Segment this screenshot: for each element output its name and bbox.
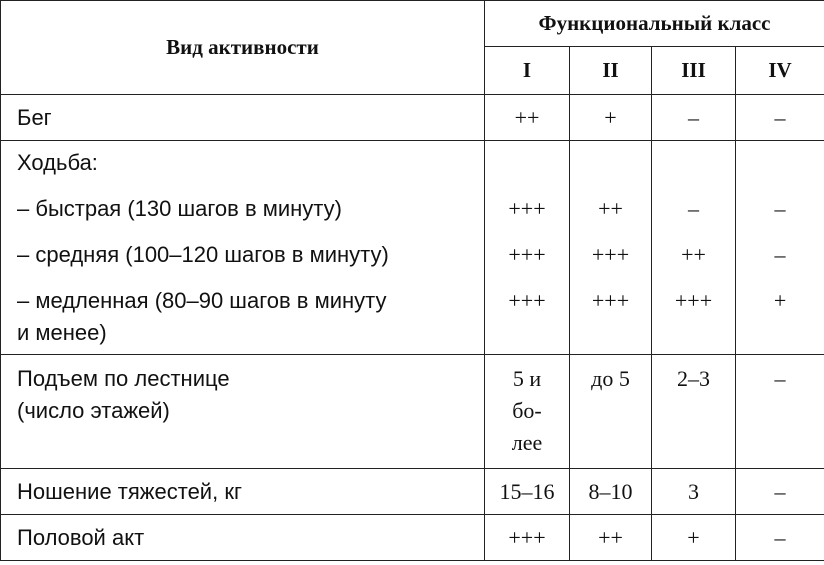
table-row bbox=[1, 469, 824, 515]
cell-load-1: 15–16 bbox=[485, 469, 570, 515]
class-header-3: III bbox=[652, 47, 736, 95]
walking-slow-label-1: – медленная (80–90 шагов в минуту bbox=[17, 288, 387, 313]
cell-walk-slow-4: + bbox=[773, 288, 787, 313]
cell-walk-fast-4: – bbox=[774, 196, 786, 221]
cell-stairs-1-line-1: 5 и bbox=[512, 366, 542, 391]
stairs-label-2: (число этажей) bbox=[17, 398, 170, 423]
cell-run-2: + bbox=[570, 95, 652, 141]
cell-sex-3: + bbox=[652, 515, 736, 561]
cell-stairs-1-line-3: лее bbox=[511, 430, 543, 455]
cell-run-3: – bbox=[652, 95, 736, 141]
cell-run-1: ++ bbox=[485, 95, 570, 141]
cell-load-2: 8–10 bbox=[570, 469, 652, 515]
cell-walk-fast-1: +++ bbox=[508, 196, 546, 221]
table-row bbox=[1, 515, 824, 561]
cell-stairs-4: – bbox=[736, 355, 824, 469]
cell-walk-medium-1: +++ bbox=[508, 242, 546, 267]
cell-walk-slow-2: +++ bbox=[591, 288, 630, 313]
row-label-load: Ношение тяжестей, кг bbox=[1, 469, 485, 515]
cell-stairs-1-line-2: бо- bbox=[512, 398, 542, 423]
class-header-2: II bbox=[570, 47, 652, 95]
cell-walk-medium-3: ++ bbox=[681, 242, 706, 267]
walking-slow-label-2: и менее) bbox=[17, 320, 107, 345]
row-label-run: Бег bbox=[1, 95, 485, 141]
cell-stairs-2: до 5 bbox=[570, 355, 652, 469]
cell-run-4: – bbox=[736, 95, 824, 141]
cell-walk-slow-1: +++ bbox=[508, 288, 546, 313]
cell-walk-fast-2: ++ bbox=[598, 196, 623, 221]
cell-load-3: 3 bbox=[652, 469, 736, 515]
row-label-sex: Половой акт bbox=[1, 515, 485, 561]
walking-label: Ходьба: bbox=[17, 150, 98, 175]
cell-walk-fast-3: – bbox=[688, 196, 699, 221]
cell-walk-medium-4: – bbox=[774, 242, 786, 267]
row-label-stairs bbox=[1, 355, 485, 469]
row-label-walking bbox=[1, 141, 485, 355]
stairs-label-1: Подъем по лестнице bbox=[17, 366, 230, 391]
cell-sex-1: +++ bbox=[485, 515, 570, 561]
cell-load-4: – bbox=[736, 469, 824, 515]
table-row bbox=[1, 95, 824, 141]
class-header-1: I bbox=[485, 47, 570, 95]
cell-stairs-3: 2–3 bbox=[652, 355, 736, 469]
cell-walking-4 bbox=[736, 141, 824, 355]
cell-walking-2 bbox=[570, 141, 652, 355]
cell-sex-2: ++ bbox=[570, 515, 652, 561]
table-row bbox=[1, 355, 824, 469]
functional-class-header: Функциональный класс bbox=[485, 1, 824, 47]
cell-sex-4: – bbox=[736, 515, 824, 561]
walking-medium-label: – средняя (100–120 шагов в минуту) bbox=[17, 242, 389, 267]
header-row bbox=[1, 1, 824, 47]
table-row bbox=[1, 141, 824, 355]
class-header-4: IV bbox=[736, 47, 824, 95]
cell-walking-1 bbox=[485, 141, 570, 355]
cell-walk-slow-3: +++ bbox=[674, 288, 713, 313]
cell-walking-3 bbox=[652, 141, 736, 355]
walking-fast-label: – быстрая (130 шагов в минуту) bbox=[17, 196, 342, 221]
activity-header: Вид активности bbox=[1, 1, 485, 95]
cell-walk-medium-2: +++ bbox=[591, 242, 630, 267]
cell-stairs-1 bbox=[485, 355, 570, 469]
